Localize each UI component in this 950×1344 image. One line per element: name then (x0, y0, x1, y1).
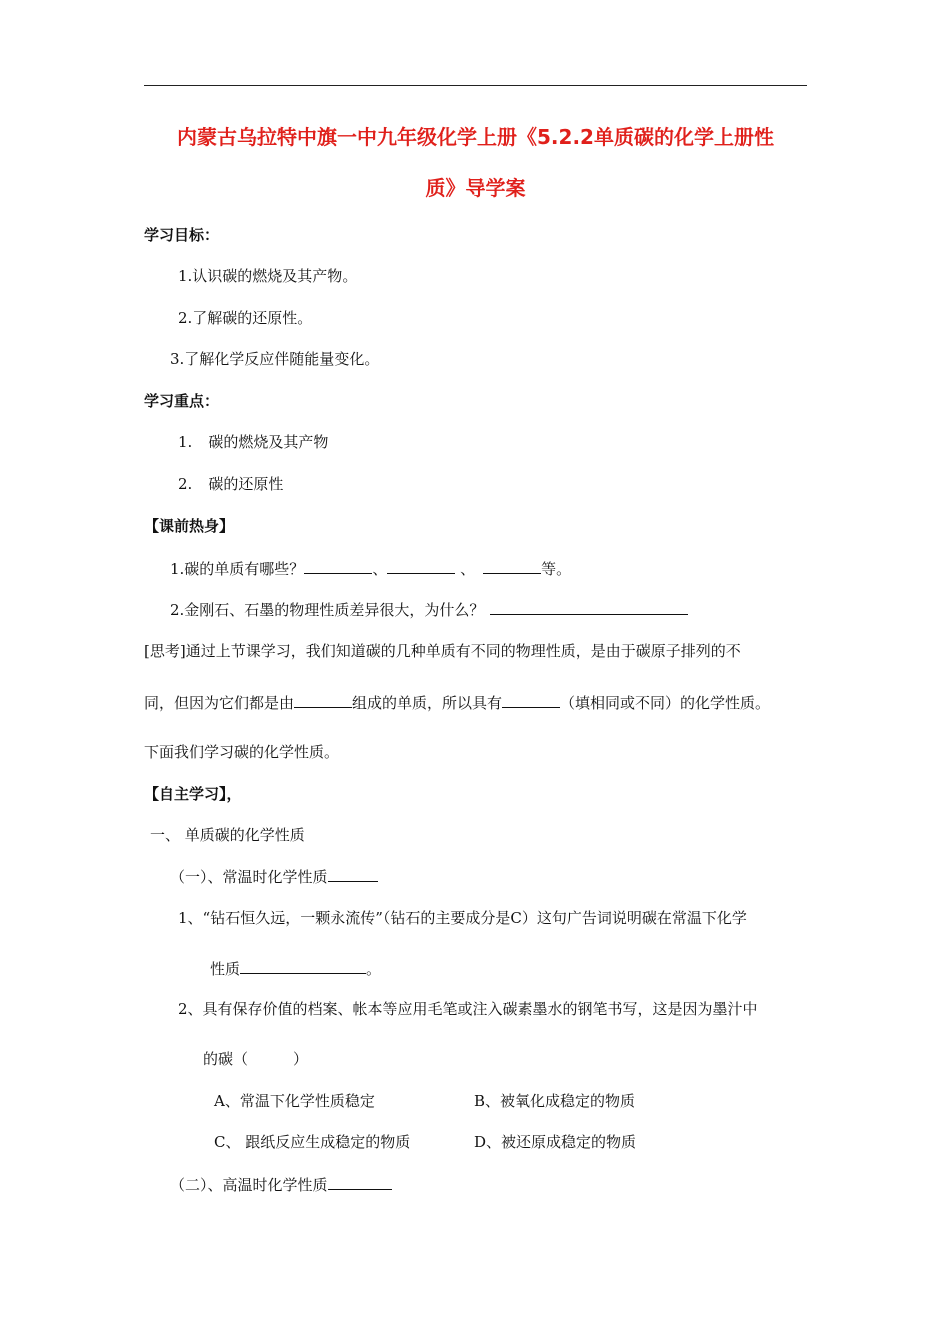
subsection-2-heading (170, 1174, 392, 1195)
option-a[interactable]: A、常温下化学性质稳定 (214, 1092, 375, 1110)
paragraph-text: 同，但因为它们都是由 (144, 694, 295, 712)
option-c[interactable]: C、 跟纸反应生成稳定的物质 (214, 1133, 411, 1151)
answer-blank[interactable] (328, 1174, 392, 1190)
answer-blank[interactable] (490, 599, 688, 615)
warmup-question-2 (170, 599, 688, 620)
objectives-heading: 学习目标： (144, 226, 220, 244)
separator: 、 (455, 560, 476, 578)
section-heading: 一、 单质碳的化学性质 (150, 826, 305, 844)
subsection-label: （一）、常温时化学性质 (170, 868, 328, 886)
question-end: 等。 (541, 560, 572, 578)
objective-item-2: 2.了解碳的还原性。 (178, 309, 313, 327)
paragraph-text: 组成的单质，所以具有 (352, 694, 503, 712)
question-end: 。 (366, 960, 382, 978)
key-point-number: 2. (178, 475, 193, 493)
header-rule (144, 85, 807, 86)
key-point-item-1 (178, 432, 328, 452)
question-text: 2.金刚石、石墨的物理性质差异很大，为什么？ (170, 601, 485, 619)
warmup-question-1 (170, 558, 571, 579)
key-points-heading: 学习重点： (144, 392, 220, 410)
answer-blank[interactable] (387, 558, 455, 574)
subsection-label: （二）、高温时化学性质 (170, 1176, 328, 1194)
think-paragraph-line2 (144, 692, 770, 713)
paragraph-text: （填相同或不同）的化学性质。 (560, 694, 771, 712)
question-1-line1: 1、“钻石恒久远，一颗永流传”（钻石的主要成分是C）这句广告词说明碳在常温下化学 (178, 909, 747, 927)
question-text: 1.碳的单质有哪些？ (170, 560, 305, 578)
document-title-line2: 质》导学案 (425, 176, 526, 200)
option-d[interactable]: D、被还原成稳定的物质 (474, 1133, 637, 1151)
objective-item-3: 3.了解化学反应伴随能量变化。 (170, 350, 380, 368)
answer-blank[interactable] (502, 692, 560, 708)
answer-blank[interactable] (294, 692, 352, 708)
document-title-line1: 内蒙古乌拉特中旗一中九年级化学上册《5.2.2单质碳的化学上册性 (177, 125, 774, 149)
subsection-1-heading (170, 866, 378, 887)
objective-item-1: 1.认识碳的燃烧及其产物。 (178, 267, 358, 285)
answer-blank[interactable] (304, 558, 372, 574)
warmup-heading: 【课前热身】 (144, 517, 235, 535)
question-1-line2 (210, 958, 381, 979)
key-point-text: 碳的燃烧及其产物 (208, 433, 329, 451)
question-text: 性质 (210, 960, 241, 978)
transition-text: 下面我们学习碳的化学性质。 (144, 743, 340, 761)
answer-blank[interactable] (328, 866, 378, 882)
self-study-heading: 【自主学习】， (144, 785, 242, 803)
question-2-line2: 的碳（ ） (203, 1050, 309, 1068)
key-point-text: 碳的还原性 (208, 475, 284, 493)
key-point-number: 1. (178, 433, 193, 451)
key-point-item-2 (178, 474, 283, 494)
think-paragraph-line1: [思考]通过上节课学习，我们知道碳的几种单质有不同的物理性质，是由于碳原子排列的不 (144, 642, 741, 660)
answer-blank[interactable] (240, 958, 366, 974)
option-b[interactable]: B、被氧化成稳定的物质 (474, 1092, 636, 1110)
question-2-line1: 2、具有保存价值的档案、帐本等应用毛笔或注入碳素墨水的钢笔书写，这是因为墨汁中 (178, 1000, 758, 1018)
separator: 、 (372, 560, 388, 578)
answer-blank[interactable] (483, 558, 541, 574)
